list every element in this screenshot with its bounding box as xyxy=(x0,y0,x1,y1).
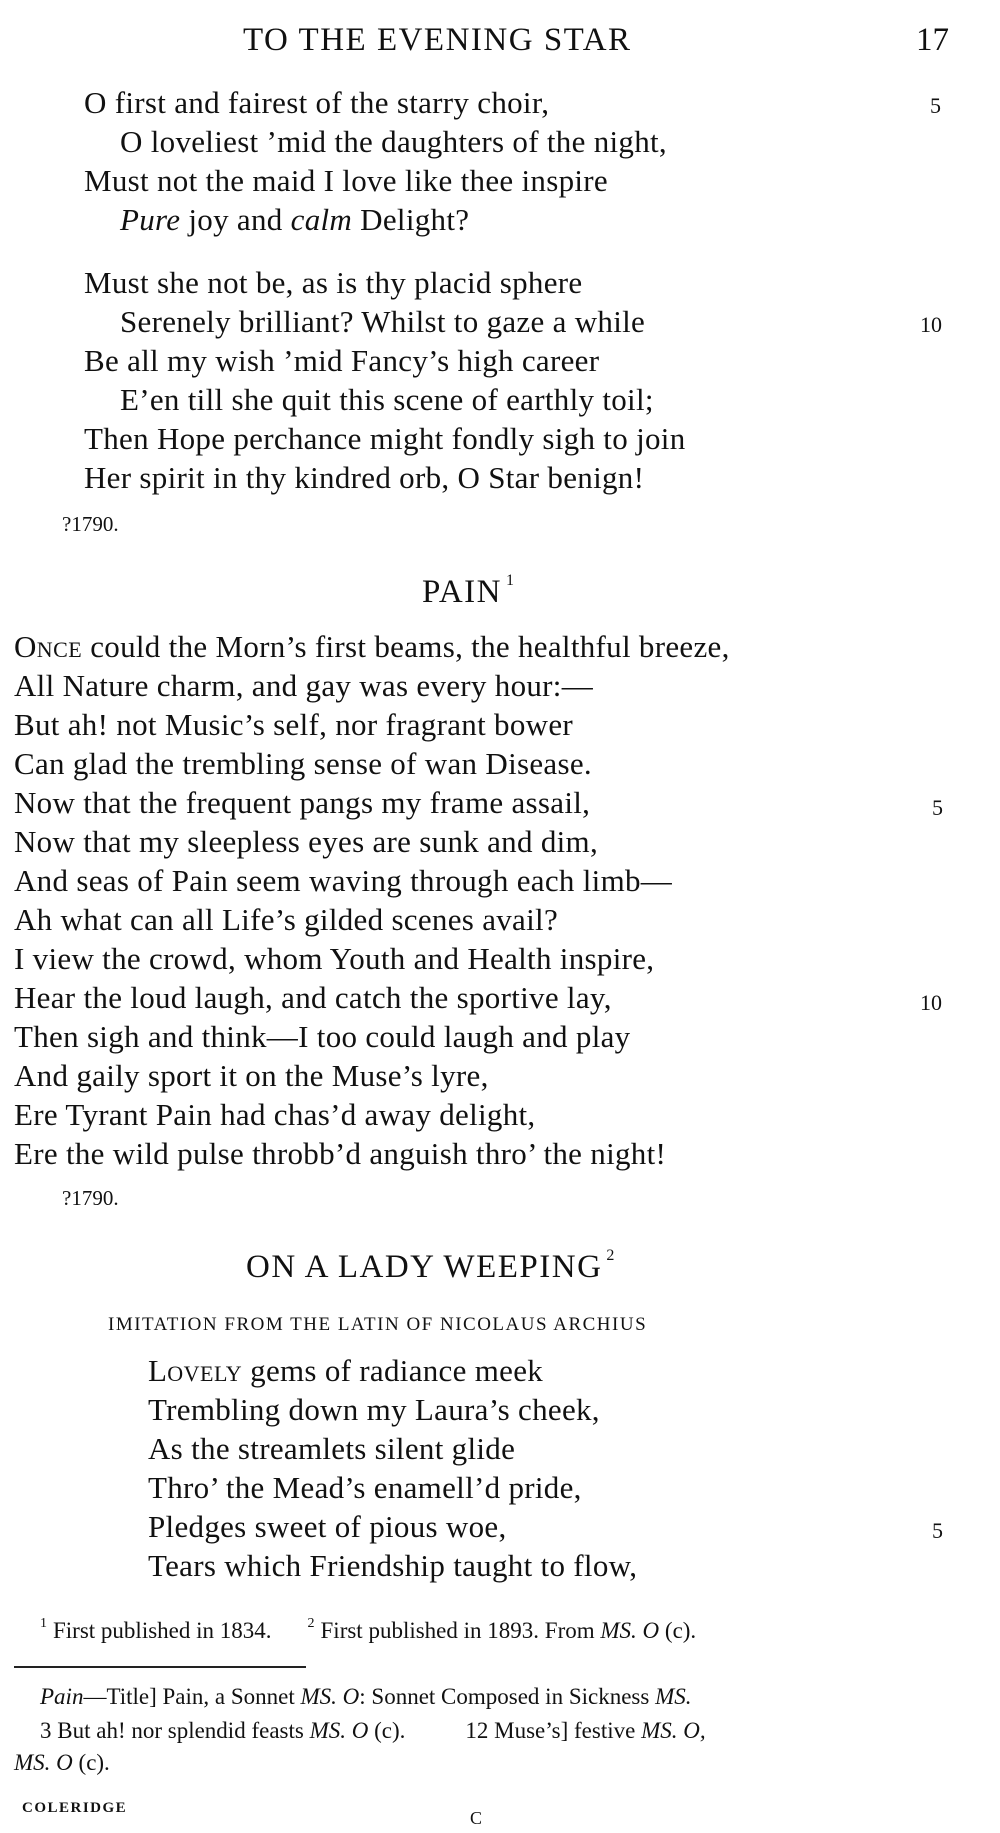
running-header xyxy=(0,22,1000,66)
poem-line: Hear the loud laugh, and catch the sportive lay, xyxy=(14,980,612,1015)
footnote-text: First published in 1893. From xyxy=(320,1618,601,1643)
poem-subtitle: IMITATION FROM THE LATIN OF NICOLAUS ARCHIUS xyxy=(108,1314,648,1335)
poem-line: As the streamlets silent glide xyxy=(148,1431,516,1466)
signature-line: COLERIDGE xyxy=(22,1800,128,1816)
poem-line: Be all my wish ’mid Fancy’s high career xyxy=(84,343,600,378)
line-number: 10 xyxy=(920,990,942,1015)
poem-line: Ere the wild pulse throbb’d anguish thro’ the night! xyxy=(14,1136,667,1171)
line-number: 10 xyxy=(920,312,942,337)
footnote-mark: 1 xyxy=(40,1616,47,1631)
poem-line: O loveliest ’mid the daughters of the night, xyxy=(120,124,667,159)
poem-line: Pledges sweet of pious woe, xyxy=(148,1509,507,1544)
poem-line: LOVELY gems of radiance meek xyxy=(148,1353,544,1388)
footnote-text: First published in 1834. xyxy=(53,1618,272,1643)
page-number: 17 xyxy=(916,22,949,58)
signature-mark: C xyxy=(470,1808,484,1828)
poem-line: But ah! not Music’s self, nor fragrant bower xyxy=(14,707,574,742)
poem-line: Tears which Friendship taught to flow, xyxy=(148,1548,638,1583)
footnote-ref: 1 xyxy=(505,572,516,589)
poem-line: Ere Tyrant Pain had chas’d away delight, xyxy=(14,1097,536,1132)
poem-line: Must not the maid I love like thee inspire xyxy=(84,163,608,198)
italic-word: Pure xyxy=(120,202,181,237)
poem-line: ONCE could the Morn’s first beams, the healthful breeze, xyxy=(14,629,730,664)
poem-line: Trembling down my Laura’s cheek, xyxy=(148,1392,600,1427)
poem-line: And seas of Pain seem waving through each limb— xyxy=(14,863,673,898)
footnote-rule xyxy=(14,1666,306,1668)
variant-note: 3 But ah! nor splendid feasts MS. O (c). 12 Muse’s] festive MS. O, xyxy=(40,1718,706,1743)
poem-line: Must she not be, as is thy placid sphere xyxy=(84,265,583,300)
poem-date: ?1790. xyxy=(62,1186,119,1210)
poem-line: E’en till she quit this scene of earthly toil; xyxy=(120,382,654,417)
footnote-ref: 2 xyxy=(606,1247,616,1264)
poem-line: Serenely brilliant? Whilst to gaze a while xyxy=(120,304,646,339)
poem-line: Now that the frequent pangs my frame assail, xyxy=(14,785,591,820)
poem-line: Her spirit in thy kindred orb, O Star benign! xyxy=(84,460,645,495)
poem-line: Then Hope perchance might fondly sigh to join xyxy=(84,421,686,456)
variant-note: MS. O (c). xyxy=(14,1750,110,1775)
poem-line: And gaily sport it on the Muse’s lyre, xyxy=(14,1058,489,1093)
poem-line: I view the crowd, whom Youth and Health inspire, xyxy=(14,941,655,976)
poem-line: Can glad the trembling sense of wan Disease. xyxy=(14,746,592,781)
poem-line: Thro’ the Mead’s enamell’d pride, xyxy=(148,1470,582,1505)
poem-line: Then sigh and think—I too could laugh and play xyxy=(14,1019,631,1054)
line-number: 5 xyxy=(932,795,943,820)
poem-line: O first and fairest of the starry choir, xyxy=(84,85,550,120)
variant-note: Pain—Title] Pain, a Sonnet MS. O: Sonnet Composed in Sickness MS. xyxy=(40,1684,692,1709)
poem-line: Ah what can all Life’s gilded scenes avail? xyxy=(14,902,559,937)
line-number: 5 xyxy=(932,1518,943,1543)
poem-line: All Nature charm, and gay was every hour:— xyxy=(14,668,594,703)
line-number: 5 xyxy=(930,93,941,118)
poem-title: PAIN $^1$ xyxy=(422,572,516,610)
poem-title: ON A LADY WEEPING $^2$ xyxy=(246,1247,616,1285)
footnote-mark: 2 xyxy=(307,1616,315,1631)
poem-line: Pure joy and calm Delight? xyxy=(120,202,470,237)
italic-word: calm xyxy=(290,202,353,237)
footnotes: $^1$ First published in 1834. $^2$ First published in 1893. From MS. O (c). xyxy=(40,1616,697,1643)
poem-line: Now that my sleepless eyes are sunk and dim, xyxy=(14,824,598,859)
poem-date: ?1790. xyxy=(62,512,119,536)
running-title: TO THE EVENING STAR xyxy=(243,22,632,58)
